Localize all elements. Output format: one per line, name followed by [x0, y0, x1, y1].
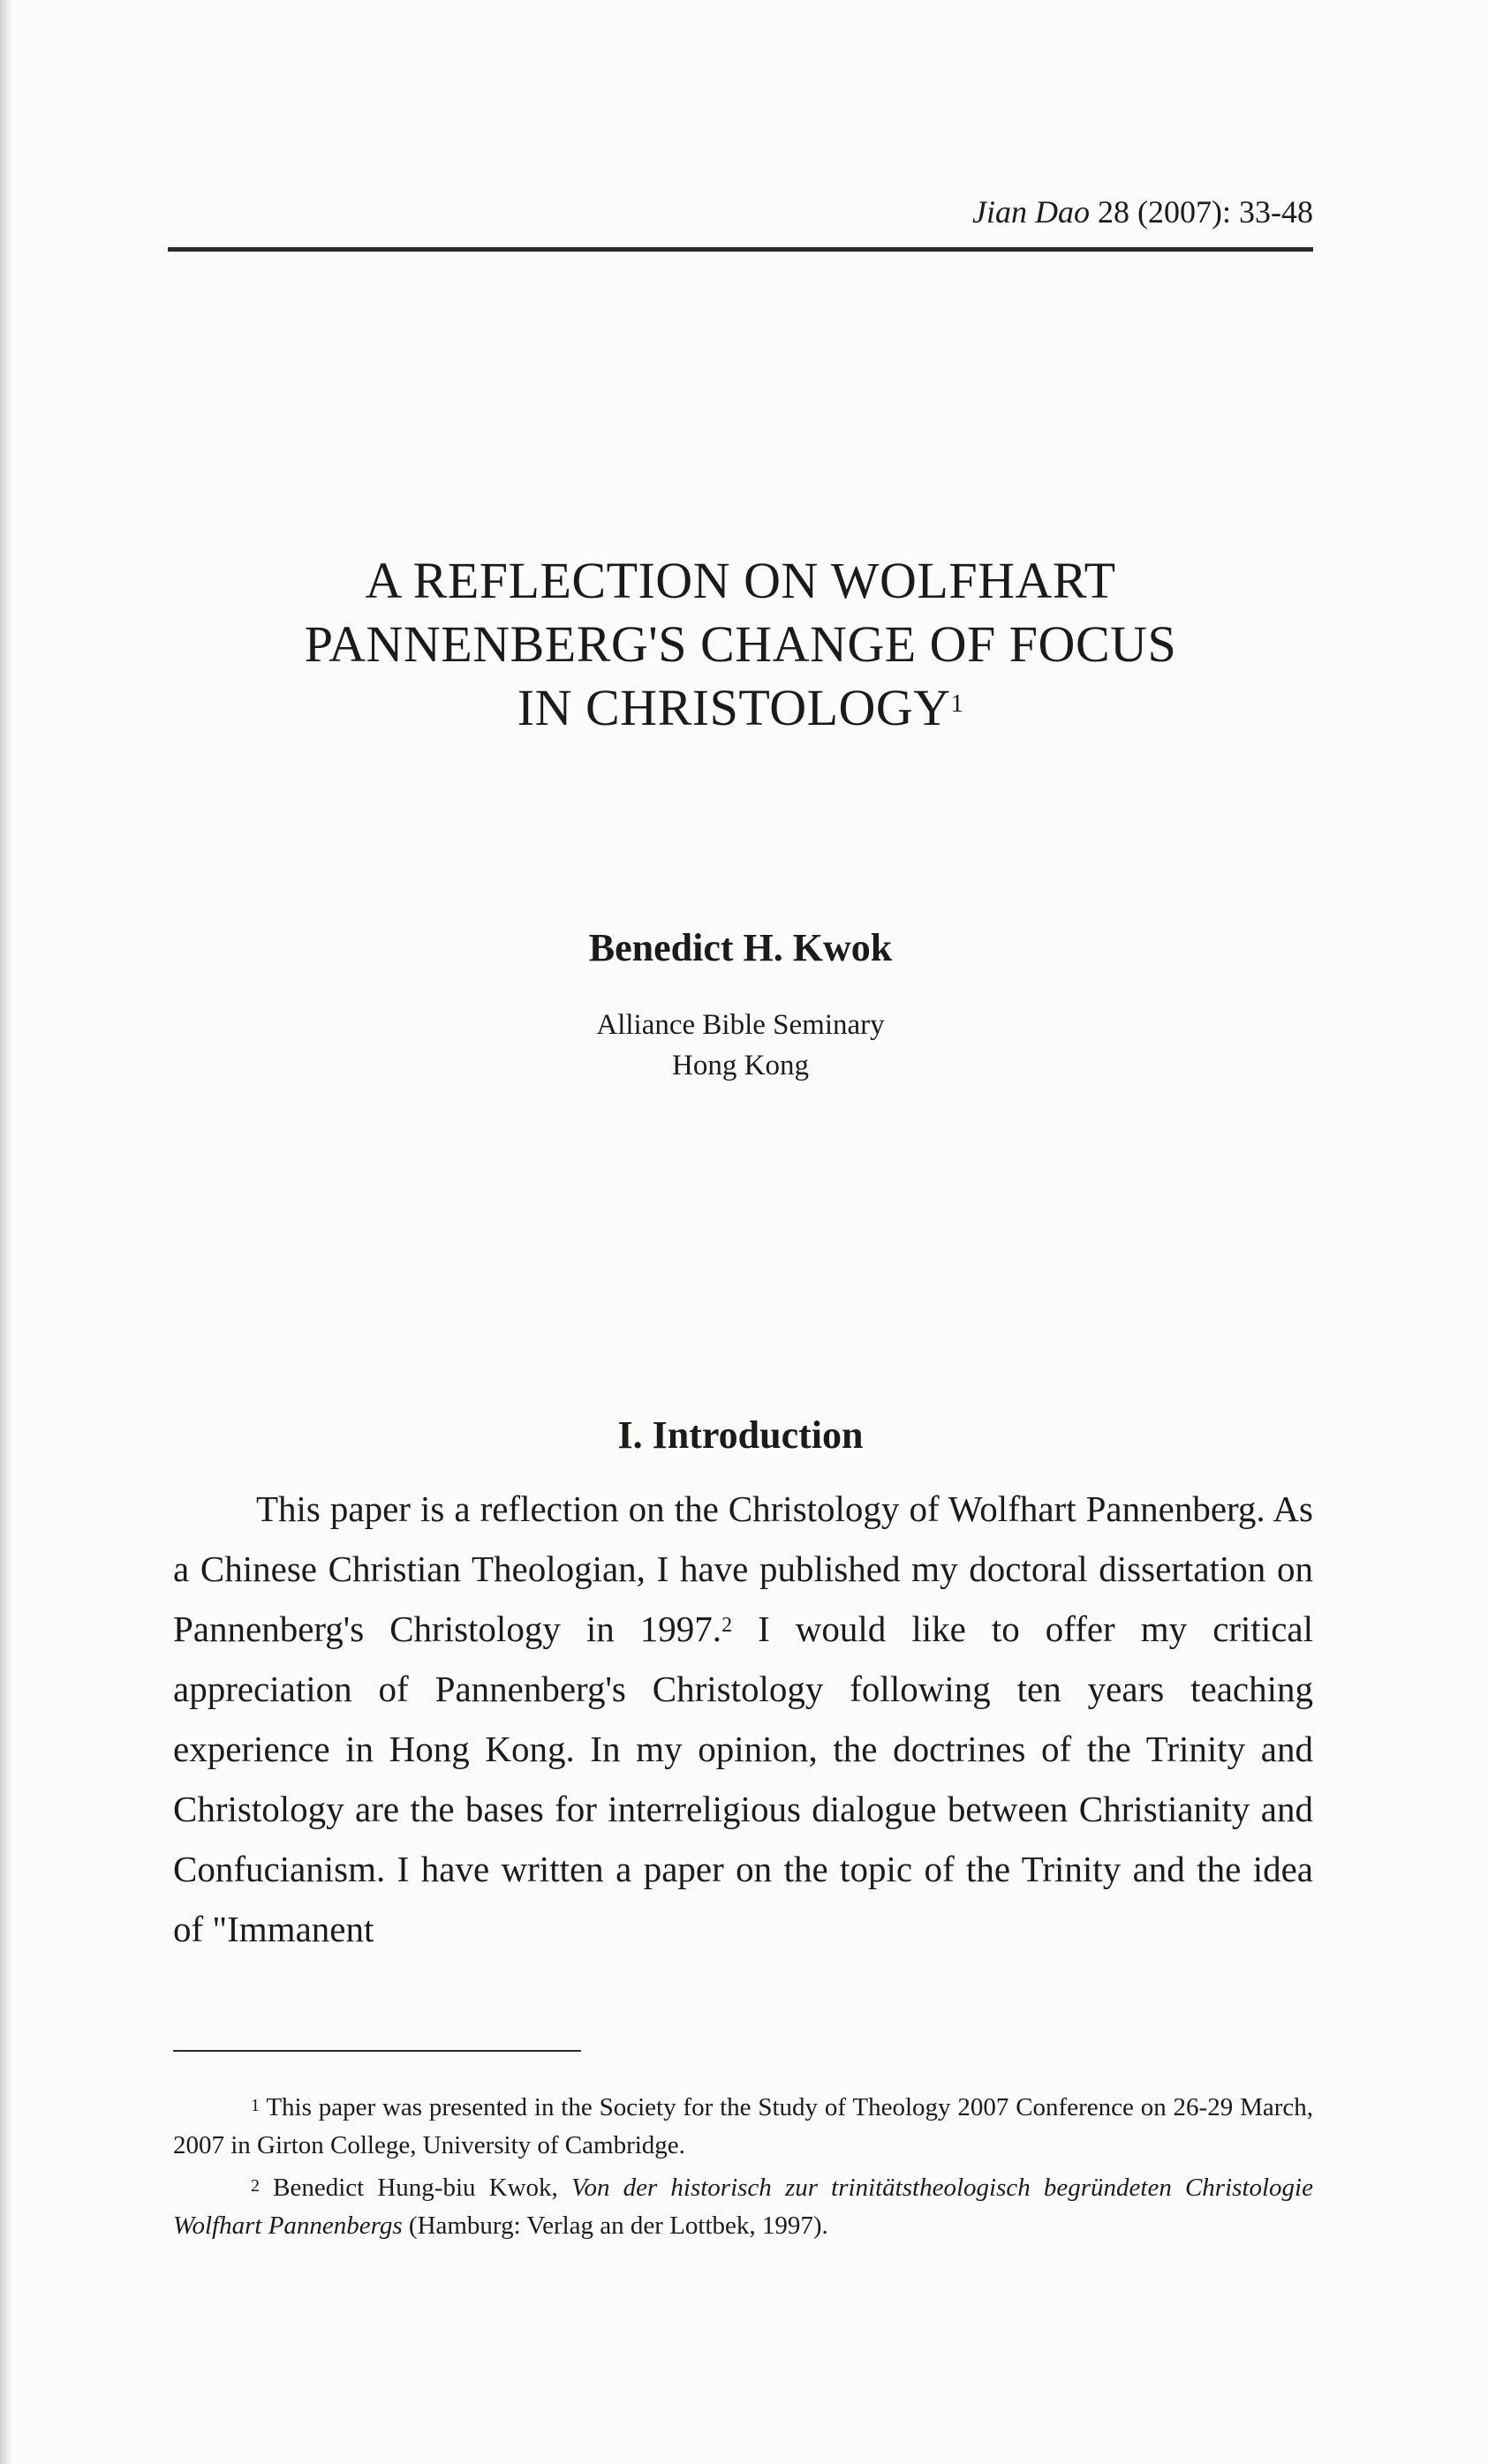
section-heading: I. Introduction — [617, 1413, 864, 1457]
title-line-1: A REFLECTION ON WOLFHART — [365, 552, 1116, 609]
author-location: Hong Kong — [672, 1050, 809, 1081]
paragraph-footnote-ref[interactable]: 2 — [721, 1614, 733, 1637]
paragraph-text-part-2: I would like to offer my critical appreciation of Pannenberg's Christology following ten years teaching experience in Hong Kong. In my opinion, the doctrines of the Trinity and Christology are the bases for interreligious dialogue between Christianity and Confucianism. I have written a paper on the topic of the Trinity and the idea of "Immanent — [173, 1609, 1314, 1949]
header-rule — [168, 247, 1313, 252]
footnote-1 — [173, 2089, 1313, 2165]
footnote-separator — [173, 2050, 581, 2052]
journal-citation: 28 (2007): 33-48 — [1098, 194, 1313, 230]
footnote-1-mark: 1 — [251, 2096, 260, 2115]
journal-name: Jian Dao — [972, 194, 1091, 230]
footnote-2-text-before: Benedict Hung-biu Kwok, — [260, 2174, 571, 2202]
title-line-2: PANNENBERG'S CHANGE OF FOCUS — [304, 615, 1177, 673]
author-institution: Alliance Bible Seminary — [596, 1009, 885, 1041]
footnote-1-text: This paper was presented in the Society for the Study of Theology 2007 Conference on 26-29 March, 2007 in Girton College, University of Cambridge. — [173, 2093, 1313, 2159]
title-line-3 — [168, 676, 1313, 740]
introduction-paragraph — [173, 1479, 1313, 1959]
footnote-2-mark: 2 — [251, 2176, 260, 2196]
article-title — [168, 549, 1313, 740]
title-footnote-ref[interactable]: 1 — [950, 690, 964, 718]
author-affiliation — [168, 1005, 1313, 1086]
footnote-2-text-after: (Hamburg: Verlag an der Lottbek, 1997). — [402, 2212, 828, 2240]
title-line-3-text: IN CHRISTOLOGY — [517, 679, 951, 736]
footnote-2-book-title: Von der historisch zur trinitätstheologisch begründeten Christologie Wolfhart Pannenbergs — [173, 2174, 1313, 2240]
author-name: Benedict H. Kwok — [588, 926, 893, 969]
paragraph-text-part-1: This paper is a reflection on the Christology of Wolfhart Pannenberg. As a Chinese Christian Theologian, I have published my doctoral dissertation on Pannenberg's Christology in 1997. — [173, 1488, 1313, 1649]
scan-edge-shadow — [0, 0, 12, 2464]
footnote-2 — [173, 2169, 1313, 2245]
running-header — [168, 192, 1313, 231]
